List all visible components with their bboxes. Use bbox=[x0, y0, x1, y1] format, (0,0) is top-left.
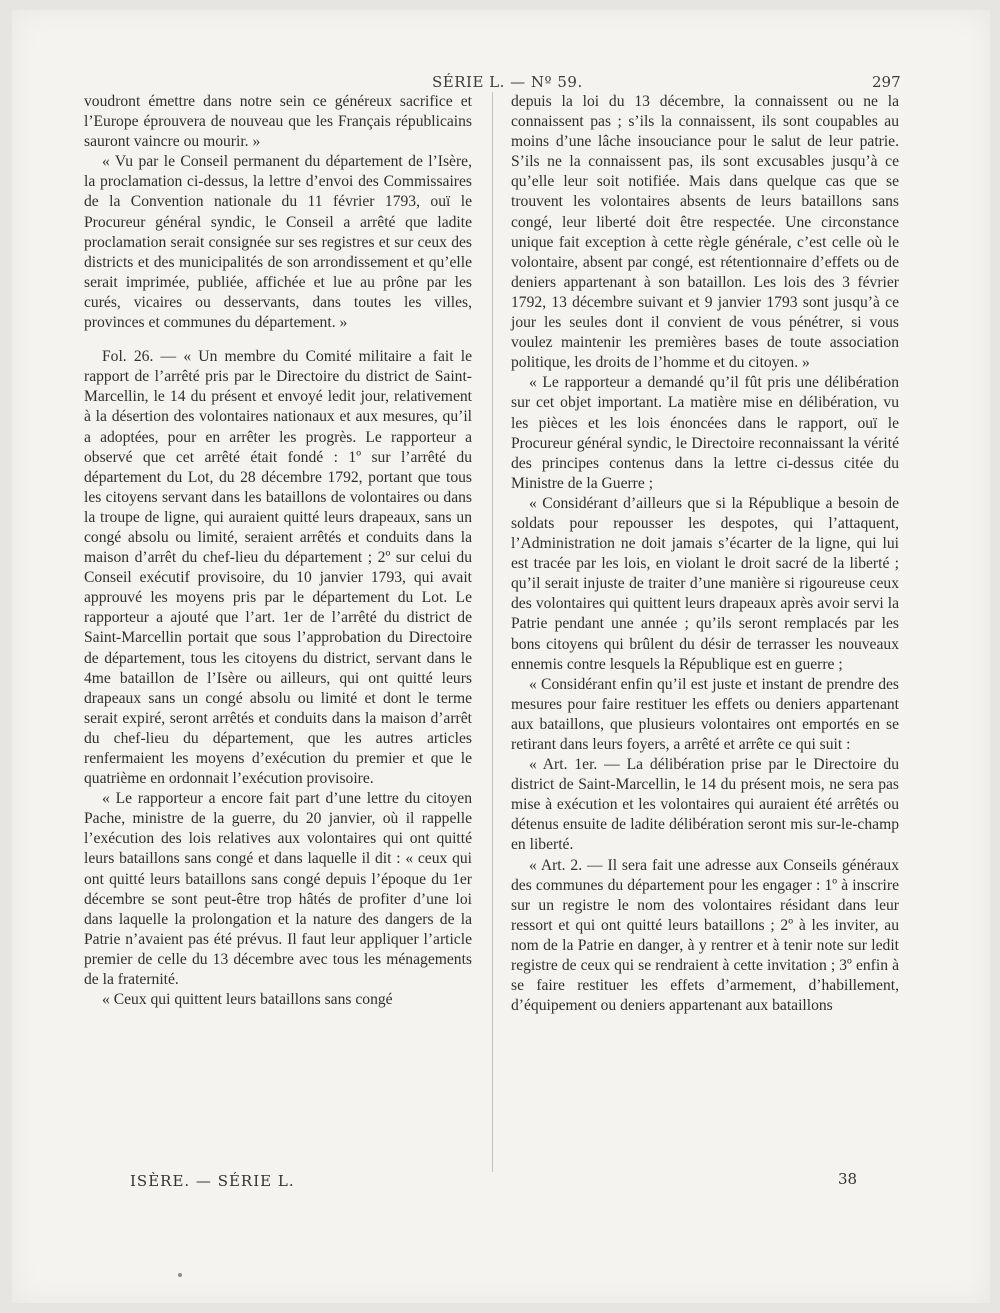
paragraph: « Considérant enfin qu’il est juste et instant de prendre des mesures pour faire restituer les effets ou deniers appartenant aux bataillons, que plusieurs volontaires ont emportés en se retirant dans leurs foyers, a arrêté et arrête ce qui suit : bbox=[511, 675, 899, 753]
paragraph: Fol. 26. — « Un membre du Comité militaire a fait le rapport de l’arrêté pris par le Directoire du district de Saint-Marcellin, le 14 du présent et envoyé ledit jour, relativement à la désertion des volontaires nationaux et aux mesures, qu’il a adoptées, pour en arrêter les progrès. Le rapporteur a observé que cet arrêté était fondé : 1º sur l’arrêté du département du Lot, du 28 décembre 1792, portant que tous les citoyens servant dans les bataillons de volontaires ou dans la troupe de ligne, qui auraient quitté leurs drapeaux, sans un congé absolu ou limité, seraient arrêtés et conduits dans la maison d’arrêt du chef-lieu du département ; 2º sur celui du Conseil exécutif provisoire, du 10 janvier 1793, qui avait approuvé les moyens pris par le département du Lot. Le rapporteur a ajouté que l’art. 1er de l’arrêté du district de Saint-Marcellin portait que sous l’approbation du Directoire de département, tous les citoyens du district, servant dans le 4me bataillon de l’Isère ou ailleurs, qui ont quitté leurs drapeaux sans un congé absolu ou limité et dont le terme serait expiré, seront arrêtés et conduits dans la maison d’arrêt du chef-lieu du département, que les autres articles renfermaient les moyens d’exécution du premier et que le quatrième en ordonnait l’exécution provisoire. bbox=[84, 348, 472, 788]
paragraph: depuis la loi du 13 décembre, la connaissent ou ne la connaissent pas ; s’ils la connaissent, ils sont coupables au moins d’une lâche insouciance pour le salut de leur patrie. S’ils ne la connaissent pas, ils sont excusables jusqu’à ce qu’elle leur soit notifiée. Mais dans quelque cas que se trouvent les volontaires absents de leurs bataillons sans congé, leur liberté doit être respectée. Une circonstance unique fait exception à cette règle générale, c’est celle où le volontaire, absent par congé, est rétentionnaire d’effets ou de deniers appartenant à son bataillon. Les lois des 3 février 1792, 13 décembre suivant et 9 janvier 1793 sont jusqu’à ce jour les seules dont il convient de vous pénétrer, si vous voulez maintenir les premières bases de toute association politique, les droits de l’homme et du citoyen. » bbox=[511, 93, 899, 372]
paragraph: « Art. 2. — Il sera fait une adresse aux Conseils généraux des communes du département pour les engager : 1º à inscrire sur un registre le nom des volontaires résidant dans leur ressort et qui ont quitté leurs bataillons ; 2º à les inviter, au nom de la Patrie en danger, à y rentrer et à tenir note sur ledit registre de ceux qui se rendraient à cette invitation ; 3º enfin à se faire restituer les effets d’armement, d’habillement, d’équipement ou deniers appartenant aux bataillons bbox=[511, 856, 899, 1015]
sheet-number: 38 bbox=[838, 1170, 858, 1188]
series-heading: SÉRIE L. — Nº 59. bbox=[432, 73, 583, 91]
paragraph: voudront émettre dans notre sein ce généreux sacrifice et l’Europe éprouvera de nouveau que les Français républicains sauront vaincre ou mourir. » bbox=[84, 93, 472, 151]
paragraph: « Art. 1er. — La délibération prise par le Directoire du district de Saint-Marcellin, le 14 du présent mois, ne sera pas mise à exécution et les volontaires qui auraient été arrêtés ou détenus ensuite de ladite délibération seront mis sur-le-champ en liberté. bbox=[511, 756, 899, 854]
column-divider bbox=[492, 92, 493, 1172]
right-column bbox=[511, 92, 899, 1016]
signature-mark: ISÈRE. — SÉRIE L. bbox=[130, 1172, 295, 1190]
paragraph: « Ceux qui quittent leurs bataillons sans congé bbox=[102, 991, 393, 1009]
paragraph: « Le rapporteur a encore fait part d’une lettre du citoyen Pache, ministre de la guerre, du 20 janvier, où il rappelle l’exécution des lois relatives aux volontaires qui ont quitté leurs bataillons sans congé et dans laquelle il dit : « ceux qui ont quitté leurs bataillons sans congé depuis l’époque du 1er décembre se sont peut-être trop hâtés de profiter d’une loi dans laquelle la prolongation et la nature des dangers de la Patrie n’avaient pas été prévus. Il faut leur appliquer l’article premier de celle du 13 décembre avec tous les ménagements de la fraternité. bbox=[84, 790, 472, 989]
paragraph: « Vu par le Conseil permanent du département de l’Isère, la proclamation ci-dessus, la lettre d’envoi des Commissaires de la Convention nationale du 11 février 1793, ouï le Procureur général syndic, le Conseil a arrêté que ladite proclamation serait consignée sur ses registres et sur ceux des districts et des municipalités de son arrondissement et qu’elle serait imprimée, publiée, affichée et lue au prône par les curés, vicaires ou desservants, dans toutes les villes, provinces et communes du département. » bbox=[84, 153, 472, 332]
paper-speck bbox=[178, 1273, 182, 1277]
paragraph: « Considérant d’ailleurs que si la République a besoin de soldats pour repousser les despotes, qui l’attaquent, l’Administration ne doit jamais s’écarter de la ligne, qui lui est tracée par les lois, en violant le droit sacré de la liberté ; qu’il serait injuste de traiter d’une manière si rigoureuse ceux des volontaires qui quittent leurs drapeaux après avoir servi la Patrie pendant une année ; qu’ils seront remplacés par les bons citoyens qui brûlent du désir de terrasser les nouveaux ennemis contre lesquels la République est en guerre ; bbox=[511, 494, 899, 673]
paragraph: « Le rapporteur a demandé qu’il fût pris une délibération sur cet objet important. La matière mise en délibération, vu les pièces et les lois énoncées dans le rapport, ouï le Procureur général syndic, le Directoire reconnaissant la vérité des principes contenus dans la lettre ci-dessus citée du Ministre de la Guerre ; bbox=[511, 374, 899, 492]
left-column bbox=[84, 92, 472, 1010]
page-number: 297 bbox=[872, 73, 901, 91]
